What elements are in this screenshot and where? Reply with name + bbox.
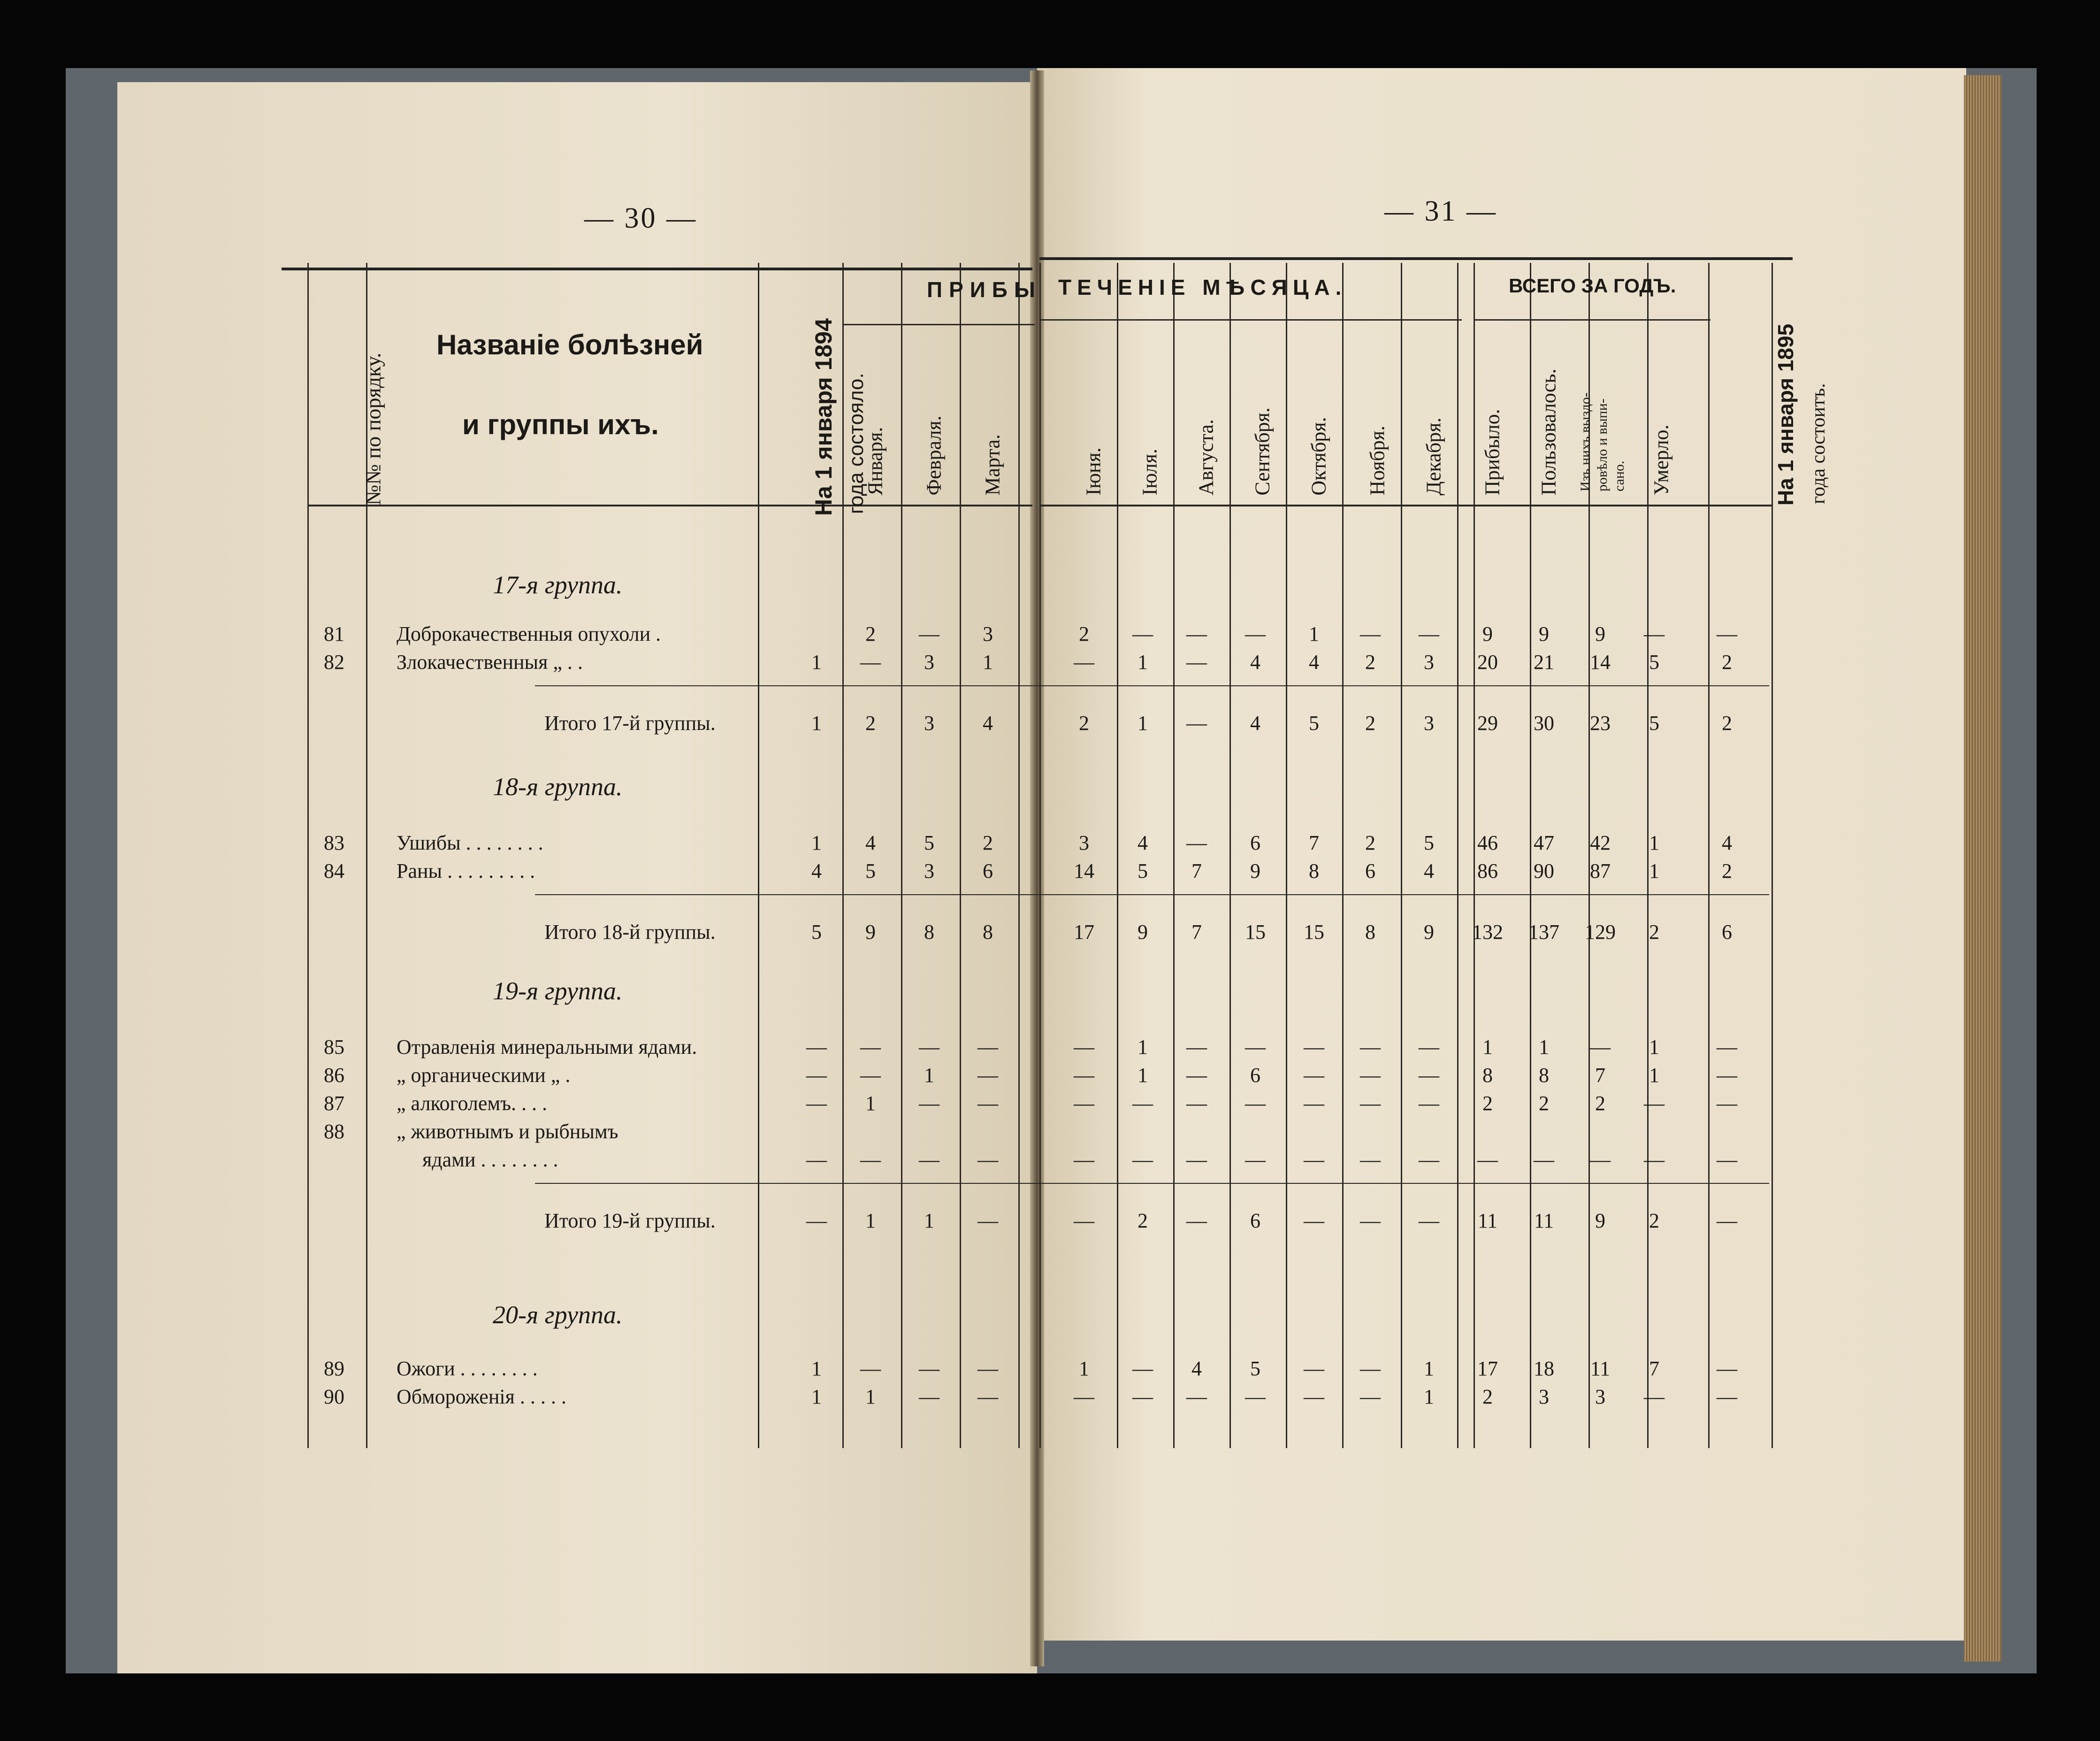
table-cell: 4 [811,859,822,882]
column-line [1530,263,1531,1448]
column-line [1286,263,1287,1448]
table-cell: — [1186,651,1207,674]
table-cell: — [1245,1035,1266,1058]
table-cell: 6 [983,859,993,882]
table-cell: 4 [1191,1357,1202,1380]
table-cell: — [919,1092,939,1115]
table-cell: 9 [1482,622,1493,645]
table-cell: 2 [865,622,876,645]
book-gutter [1030,70,1044,1666]
table-cell: 1 [811,651,822,674]
table-cell: — [1186,1035,1207,1058]
table-cell: — [1419,622,1439,645]
row-number: 85 [324,1035,344,1058]
header-total-column: сано. [1611,460,1627,491]
table-cell: 17 [1074,920,1094,943]
table-cell: — [919,1035,939,1058]
total-rule [535,894,1769,895]
table-cell: 137 [1528,920,1559,943]
table-cell: — [1717,1064,1737,1087]
header-month: Марта. [981,434,1004,496]
table-cell: 1 [1138,651,1148,674]
table-cell: 1 [1309,622,1319,645]
table-cell: — [1132,1357,1153,1380]
table-cell: — [1360,1209,1381,1232]
header-month: Декабря. [1422,417,1445,496]
row-number: 90 [324,1385,344,1408]
table-cell: — [1644,1385,1665,1408]
table-cell: 1 [1649,831,1659,854]
table-cell: 8 [924,920,934,943]
column-line [1474,263,1475,1448]
table-cell: 6 [1722,920,1732,943]
table-cell: 14 [1590,651,1611,674]
table-cell: — [1074,1035,1094,1058]
group-total-label: Итого 19-й группы. [544,1209,716,1232]
table-cell: — [1360,1064,1381,1087]
table-cell: — [1644,1092,1665,1115]
table-cell: 1 [865,1209,876,1232]
table-cell: — [1717,1357,1737,1380]
group-title: 18-я группа. [493,773,623,801]
header-month: Февраля. [922,415,946,496]
table-cell: — [1245,1385,1266,1408]
table-cell: — [1360,622,1381,645]
table-cell: — [1360,1092,1381,1115]
table-cell: 1 [811,712,822,735]
group-title: 17-я группа. [493,571,623,599]
table-cell: 2 [1482,1385,1493,1408]
row-number: 82 [324,651,344,674]
table-cell: — [1360,1357,1381,1380]
header-total-column: Прибыло. [1481,409,1504,496]
table-cell: — [977,1148,998,1171]
group-title: 20-я группа. [493,1301,623,1329]
header-total-year: ВСЕГО ЗА ГОДЪ. [1509,275,1676,297]
table-cell: 9 [1424,920,1434,943]
table-cell: 1 [1424,1385,1434,1408]
group-total-label: Итого 18-й группы. [544,920,716,943]
table-cell: — [1186,622,1207,645]
table-cell: 18 [1534,1357,1554,1380]
column-line [1018,263,1020,1448]
disease-name: Доброкачественныя опухоли . [397,622,661,645]
table-cell: 1 [811,831,822,854]
table-cell: 1 [983,651,993,674]
table-cell: 90 [1534,859,1554,882]
header-month: Сентября. [1251,407,1274,496]
table-cell: — [1132,1385,1153,1408]
table-cell: — [1074,651,1094,674]
header-total-column: ровѣло и выпи- [1595,399,1610,491]
table-cell: 9 [1250,859,1260,882]
table-cell: 21 [1534,651,1554,674]
table-cell: 4 [1138,831,1148,854]
row-number: 87 [324,1092,344,1115]
table-cell: 7 [1191,920,1202,943]
table-cell: 1 [1649,1035,1659,1058]
table-cell: — [1245,1148,1266,1171]
table-cell: 11 [1477,1209,1498,1232]
header-month: Іюля. [1138,448,1161,496]
table-cell: — [1419,1064,1439,1087]
table-cell: 6 [1250,1209,1260,1232]
disease-name: Раны . . . . . . . . . [397,859,535,882]
column-line [1342,263,1344,1448]
table-cell: — [1644,622,1665,645]
header-month: Іюня. [1082,447,1105,496]
table-cell: 2 [1482,1092,1493,1115]
disease-name: „ алкоголемъ. . . . [397,1092,547,1115]
table-cell: 4 [1250,651,1260,674]
header-month: Января. [863,427,887,496]
table-cell: 15 [1245,920,1266,943]
column-line [901,263,902,1448]
table-cell: — [1074,1148,1094,1171]
table-cell: 129 [1585,920,1616,943]
table-cell: — [1304,1035,1324,1058]
column-line [842,263,844,1448]
table-cell: 5 [865,859,876,882]
table-cell: — [1419,1092,1439,1115]
table-cell: 87 [1590,859,1611,882]
table-cell: 2 [1722,651,1732,674]
table-cell: 1 [1138,712,1148,735]
table-cell: — [1717,1092,1737,1115]
table-cell: 4 [1309,651,1319,674]
span-rule-left [842,324,1035,325]
table-cell: 11 [1534,1209,1554,1232]
span-rule-right [1039,319,1462,321]
table-cell: — [1360,1035,1381,1058]
table-cell: 42 [1590,831,1611,854]
table-cell: 5 [1250,1357,1260,1380]
table-cell: 5 [1138,859,1148,882]
table-cell: — [806,1064,827,1087]
table-cell: 7 [1191,859,1202,882]
table-cell: — [860,1148,881,1171]
table-cell: — [1360,1385,1381,1408]
span-rule-total [1474,319,1711,321]
top-rule-right [1039,257,1793,260]
table-cell: — [1074,1385,1094,1408]
table-cell: — [1590,1148,1611,1171]
table-cell: 4 [1424,859,1434,882]
header-month: Ноября. [1366,425,1389,496]
table-cell: — [860,1035,881,1058]
top-rule-left [282,268,1032,270]
row-number: 83 [324,831,344,854]
table-cell: 9 [865,920,876,943]
column-line [960,263,961,1448]
table-cell: 7 [1309,831,1319,854]
table-cell: — [1717,1035,1737,1058]
header-name-line2: и группы ихъ. [462,409,659,440]
column-line [758,263,759,1448]
disease-name: Отравленія минеральными ядами. [397,1035,697,1058]
table-cell: 1 [865,1385,876,1408]
table-cell: — [1419,1209,1439,1232]
table-cell: 1 [811,1357,822,1380]
table-cell: — [1186,1209,1207,1232]
table-cell: 7 [1649,1357,1659,1380]
header-rule-left [307,505,1032,506]
column-line [1117,263,1118,1448]
disease-name: Обмороженія . . . . . [397,1385,566,1408]
table-cell: — [1717,1209,1737,1232]
table-cell: 7 [1595,1064,1605,1087]
header-end-line1: На 1 января 1895 [1773,323,1798,506]
disease-name: „ органическими „ . [397,1064,571,1087]
group-title: 19-я группа. [493,977,623,1005]
table-cell: 3 [1595,1385,1605,1408]
table-cell: — [919,622,939,645]
table-cell: — [1304,1209,1324,1232]
table-cell: 1 [865,1092,876,1115]
table-cell: 2 [865,712,876,735]
table-cell: 2 [1722,859,1732,882]
table-cell: — [1186,1064,1207,1087]
table-cell: — [860,1064,881,1087]
table-cell: — [1245,1092,1266,1115]
table-cell: — [1186,1148,1207,1171]
header-start-line1: На 1 января 1894 [810,318,837,516]
table-cell: 5 [1649,712,1659,735]
table-cell: 3 [1424,651,1434,674]
table-cell: 2 [1649,920,1659,943]
table-cell: 3 [1539,1385,1549,1408]
row-number: 89 [324,1357,344,1380]
header-month: Октября. [1307,417,1330,496]
disease-name: Ушибы . . . . . . . . [397,831,543,854]
header-arrived-right: ТЕЧЕНІЕ МѢСЯЦА. [1058,275,1347,299]
total-rule [535,1183,1769,1184]
table-cell: — [1074,1064,1094,1087]
table-cell: 17 [1477,1357,1498,1380]
table-cell: 1 [811,1385,822,1408]
table-cell: 5 [1424,831,1434,854]
table-cell: 2 [1595,1092,1605,1115]
table-cell: 2 [1079,712,1089,735]
table-cell: — [977,1357,998,1380]
total-rule [535,685,1769,686]
table-cell: — [1419,1148,1439,1171]
table-cell: 9 [1595,622,1605,645]
table-cell: — [1074,1209,1094,1232]
table-cell: — [1717,622,1737,645]
disease-name: ядами . . . . . . . . [422,1148,558,1171]
table-cell: — [1717,1148,1737,1171]
table-cell: 1 [1138,1035,1148,1058]
column-line [1229,263,1231,1448]
table-cell: 8 [1365,920,1375,943]
table-cell: 3 [924,651,934,674]
table-cell: — [1590,1035,1611,1058]
table-cell: — [860,651,881,674]
table-cell: 1 [1482,1035,1493,1058]
table-cell: 132 [1472,920,1503,943]
table-cell: — [806,1148,827,1171]
table-cell: — [1132,1148,1153,1171]
table-cell: — [1186,831,1207,854]
table-cell: 3 [1424,712,1434,735]
table-cell: — [1304,1148,1324,1171]
table-cell: 9 [1595,1209,1605,1232]
table-cell: 1 [1649,859,1659,882]
column-line [1401,263,1402,1448]
table-cell: 5 [811,920,822,943]
page-number-left: — 30 — [584,202,697,234]
table-cell: 3 [924,859,934,882]
table-cell: — [977,1035,998,1058]
header-name-line1: Названіе болѣзней [436,329,703,360]
header-total-column: Изъ нихъ выздо- [1578,392,1593,491]
table-cell: 6 [1250,831,1260,854]
table-cell: 23 [1590,712,1611,735]
row-number: 86 [324,1064,344,1087]
table-cell: 1 [1138,1064,1148,1087]
table-cell: 20 [1477,651,1498,674]
header-arrived-left: ПРИБЫ [927,277,1042,302]
table-cell: 2 [1138,1209,1148,1232]
table-cell: 15 [1304,920,1324,943]
disease-name: „ животнымъ и рыбнымъ [397,1120,619,1143]
table-cell: 3 [983,622,993,645]
column-line [1647,263,1649,1448]
row-number: 84 [324,859,344,882]
header-month: Августа. [1194,419,1218,496]
table-cell: 5 [924,831,934,854]
table-cell: 8 [1482,1064,1493,1087]
table-cell: 4 [1250,712,1260,735]
table-cell: — [1304,1064,1324,1087]
table-cell: — [1304,1385,1324,1408]
table-cell: 86 [1477,859,1498,882]
table-cell: 29 [1477,712,1498,735]
table-cell: — [860,1357,881,1380]
table-cell: 8 [1539,1064,1549,1087]
table-cell: 2 [1539,1092,1549,1115]
table-cell: 2 [1365,651,1375,674]
table-cell: 46 [1477,831,1498,854]
table-cell: 1 [1539,1035,1549,1058]
column-line [307,263,309,1448]
table-cell: — [919,1385,939,1408]
table-cell: 1 [1079,1357,1089,1380]
table-cell: 2 [1649,1209,1659,1232]
table-cell: — [1304,1092,1324,1115]
table-cell: — [919,1357,939,1380]
table-cell: — [1717,1385,1737,1408]
table-cell: — [806,1035,827,1058]
table-cell: — [1186,1092,1207,1115]
header-total-column: Пользовалось. [1537,368,1560,496]
table-cell: — [1644,1148,1665,1171]
table-cell: 4 [983,712,993,735]
page-edges [1964,75,2001,1662]
table-cell: 8 [1309,859,1319,882]
table-cell: 3 [924,712,934,735]
header-rule-right [1039,505,1772,506]
header-start-line2: года состояло. [845,373,868,514]
table-cell: — [1074,1092,1094,1115]
table-cell: — [977,1209,998,1232]
row-number: 81 [324,622,344,645]
table-cell: 11 [1590,1357,1611,1380]
header-number: №№ по порядку. [361,353,385,506]
left-page [117,82,1037,1673]
table-cell: — [1304,1357,1324,1380]
table-cell: 14 [1074,859,1094,882]
header-total-column: Умерло. [1649,424,1673,496]
table-cell: 1 [924,1064,934,1087]
table-cell: — [806,1209,827,1232]
table-cell: 3 [1079,831,1089,854]
disease-name: Ожоги . . . . . . . . [397,1357,538,1380]
table-cell: 2 [983,831,993,854]
table-cell: 5 [1649,651,1659,674]
table-cell: — [1186,1385,1207,1408]
table-cell: 4 [1722,831,1732,854]
table-cell: — [1360,1148,1381,1171]
group-total-label: Итого 17-й группы. [544,712,716,735]
table-cell: 6 [1365,859,1375,882]
column-line [1039,263,1041,1448]
disease-name: Злокачественныя „ . . [397,651,583,674]
page-number-right: — 31 — [1384,195,1497,227]
table-cell: — [977,1064,998,1087]
column-line [1173,263,1175,1448]
table-cell: — [919,1148,939,1171]
column-line [1708,263,1710,1448]
table-cell: — [1132,1092,1153,1115]
table-cell: — [1186,712,1207,735]
table-cell: 1 [924,1209,934,1232]
table-cell: 5 [1309,712,1319,735]
table-cell: 2 [1079,622,1089,645]
table-cell: 1 [1649,1064,1659,1087]
table-cell: 1 [1424,1357,1434,1380]
header-end-line2: года состоитъ. [1808,383,1829,504]
row-number: 88 [324,1120,344,1143]
table-cell: 4 [865,831,876,854]
table-cell: — [1477,1148,1498,1171]
table-cell: — [977,1385,998,1408]
table-cell: 2 [1365,712,1375,735]
table-cell: 9 [1539,622,1549,645]
table-cell: 8 [983,920,993,943]
table-cell: 2 [1365,831,1375,854]
table-cell: 30 [1534,712,1554,735]
table-cell: — [1534,1148,1554,1171]
table-cell: 47 [1534,831,1554,854]
table-cell: — [806,1092,827,1115]
table-cell: — [977,1092,998,1115]
table-cell: — [1419,1035,1439,1058]
table-cell: — [1245,622,1266,645]
table-cell: 6 [1250,1064,1260,1087]
table-cell: 9 [1138,920,1148,943]
column-line [1457,263,1459,1448]
table-cell: — [1132,622,1153,645]
table-cell: 2 [1722,712,1732,735]
